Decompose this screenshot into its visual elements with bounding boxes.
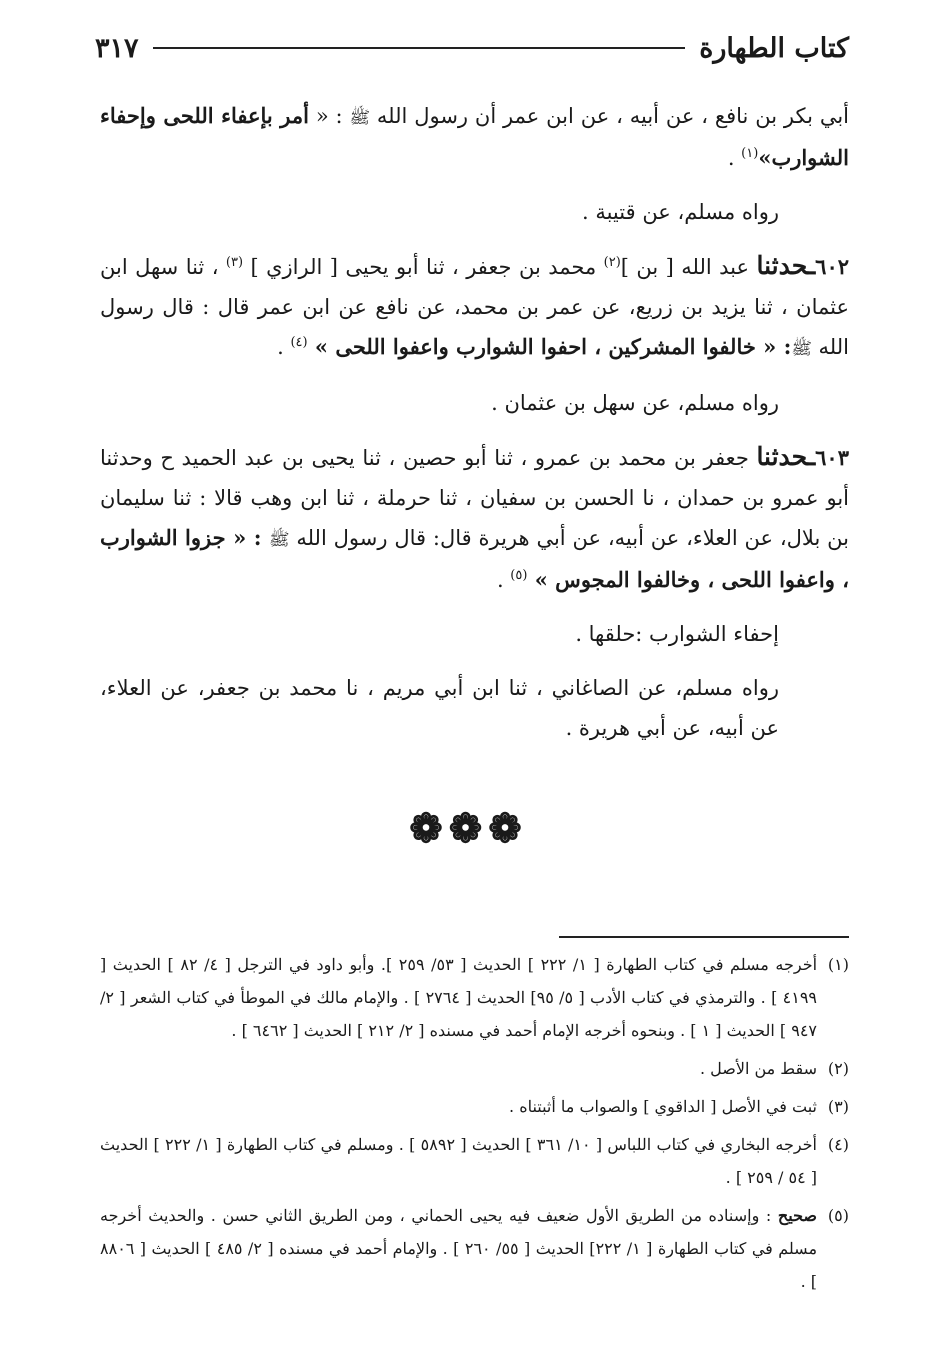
hadith-number: ٦٠٣ [815,445,849,470]
footnote [100,948,849,1047]
footnote-ref: (٢) [603,255,621,270]
footnote-text: أخرجه البخاري في كتاب اللباس [ ١٠/ ٣٦١ ] الحديث [ ٥٨٩٢ ] . ومسلم في كتاب الطهارة [ ١/ ٢٢٢ ] الحديث [ ٥٤ / ٢٥٩ ] . [100,1135,817,1187]
footnote-number: (٢) [827,1059,849,1078]
haddathana-label: ـحدثنا [756,251,816,280]
section-separator: ❁❁❁ [409,805,528,852]
explanation-note: إحفاء الشوارب :حلقها . [575,622,779,646]
main-text [100,96,849,762]
text-run: . [277,335,291,359]
text-run: . [496,568,511,592]
chapter-title: كتاب الطهارة [699,32,849,64]
footnote-ref: (٥) [510,568,528,583]
honorific: ﷺ [349,108,371,128]
text-run: جعفر بن محمد بن عمرو ، ثنا أبو حصين ، ثنا يحيى بن عبد الحميد ح وحدثنا أبو عمرو بن حمدان ، نا الحسن بن سفيان ، ثنا حرملة ، ثنا ابن وهب قالا : ثنا سليمان بن بلال، عن العلاء، عن أبيه، عن أبي هريرة قال: قال رسول الله [100,446,849,550]
footnote-text: أخرجه مسلم في كتاب الطهارة [ ١/ ٢٢٢ ] الحديث [ ٥٣/ ٢٥٩ ]. وأبو داود في الترجل [ ٤/ ٨٢ ] الحديث [ ٤١٩٩ ] . والترمذي في كتاب الأدب [ ٥/ ٩٥] الحديث [ ٢٧٦٤ ] . والإمام مالك في الموطأ في كتاب الشعر [ ٢/ ٩٤٧ ] الحديث [ ١ ] . وبنحوه أخرجه الإمام أحمد في مسنده [ ٢/ ٢١٢ ] الحديث [ ٦٤٦٢ ] . [100,955,818,1040]
footnote-number: (٥) [827,1206,849,1225]
text-run: أبي بكر بن نافع ، عن أبيه ، عن ابن عمر أن رسول الله [376,104,850,128]
paragraph-continuation [100,96,849,178]
text-run: عبد الله [ بن ] [620,255,757,279]
footnote-rule [559,936,849,938]
text-run: ، ثنا سهل ابن عثمان ، ثنا يزيد بن زريع، عن عمر بن محمد، عن نافع عن ابن عمر قال : قال رسول الله [100,255,849,359]
footnote-text: ثبت في الأصل [ الداقوي ] والصواب ما أثبتناه . [509,1097,817,1116]
footnote [100,1199,849,1298]
footnote [100,1052,849,1085]
hadith-quote: : « خالفوا المشركين ، احفوا الشوارب واعفوا اللحى » [307,334,792,359]
hadith-603 [100,437,849,600]
footnote [100,1128,849,1194]
page-number: ٣١٧ [95,32,139,64]
footnote-ref: (١) [741,146,759,161]
footnote-text: : وإسناده من الطريق الأول ضعيف فيه يحيى الحماني ، ومن الطريق الثاني حسن . والحديث أخرجه مسلم في كتاب الطهارة [ ١/ ٢٢٢] الحديث [ ٥٥/ ٢٦٠ ] . والإمام أحمد في مسنده [ ٢/ ٤٨٥ ] الحديث [ ٨٨٠٦ ] . [100,1206,818,1291]
page-header [95,28,849,68]
footnote-ref: (٣) [225,255,244,270]
footnotes [100,948,849,1303]
haddathana-label: ـحدثنا [756,442,816,471]
hadith-602 [100,246,849,369]
text-run: » [758,145,772,170]
hadith-quote: أمر بإعفاء اللحى وإحفاء الشوارب [100,103,849,170]
grading-label: صحيح [777,1206,817,1225]
hadith-quote: : « جزوا الشوارب ، واعفوا اللحى ، وخالفوا المجوس » [100,525,849,592]
header-rule [153,47,686,49]
honorific: ﷺ [791,339,812,359]
text-run: . [727,146,742,170]
narration-note: رواه مسلم، عن سهل بن عثمان . [491,391,779,415]
footnote-ref: (٤) [290,335,308,350]
narration-note: رواه مسلم، عن قتيبة . [581,200,779,224]
honorific: ﷺ [268,530,290,550]
footnote [100,1090,849,1123]
footnote-text: سقط من الأصل . [699,1059,817,1078]
hadith-number: ٦٠٢ [815,254,850,279]
footnote-number: (٣) [827,1097,849,1116]
narration-note: رواه مسلم، عن الصاغاني ، ثنا ابن أبي مريم ، نا محمد بن جعفر، عن العلاء، عن أبيه، عن أبي هريرة . [100,676,779,740]
text-run: : « [308,104,350,128]
footnote-number: (١) [827,955,849,974]
text-run: محمد بن جعفر ، ثنا أبو يحيى [ الرازي ] [243,255,604,279]
footnote-number: (٤) [827,1135,849,1154]
